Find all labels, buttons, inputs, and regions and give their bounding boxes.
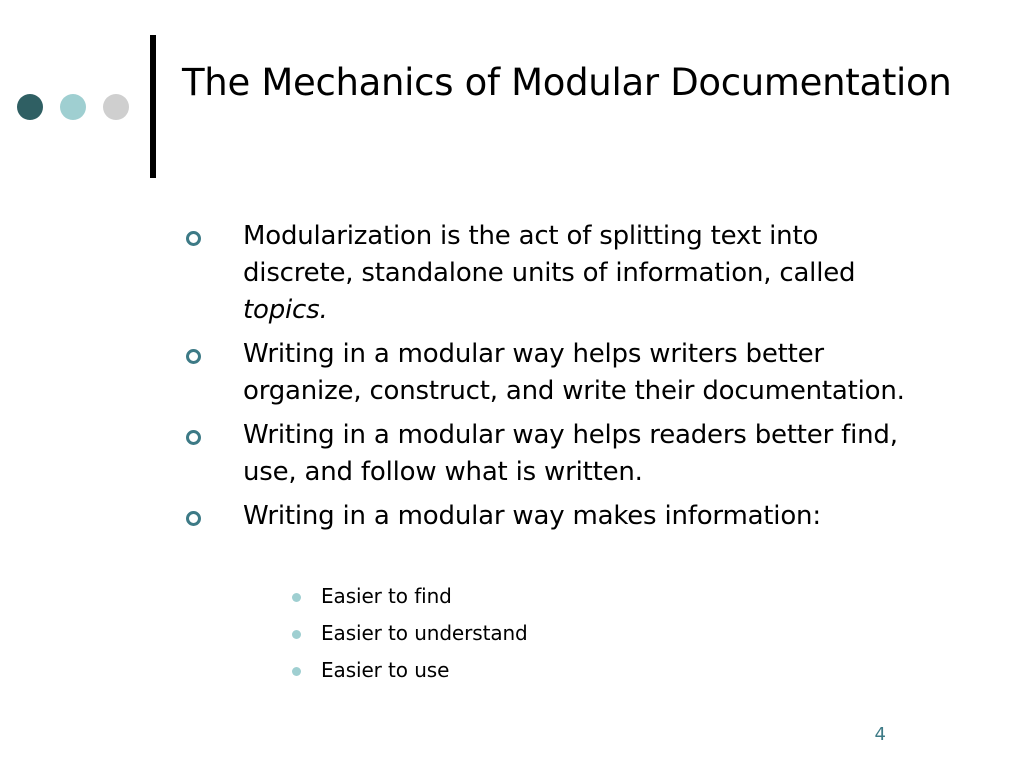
dot-bullet-icon: [292, 630, 301, 639]
bullet-text: Writing in a modular way makes information:: [243, 501, 821, 531]
sub-bullet-text: Easier to use: [321, 658, 450, 682]
bullet-item-writers: [182, 336, 922, 410]
ring-bullet-icon: [186, 349, 201, 364]
dot-bullet-icon: [292, 593, 301, 602]
bullet-emphasis: topics.: [243, 295, 328, 325]
ring-bullet-icon: [186, 511, 201, 526]
decorative-dot-light: [60, 94, 86, 120]
bullet-text: Writing in a modular way helps writers better organize, construct, and write their documentation.: [243, 339, 905, 406]
sub-bullet-item: [292, 652, 992, 689]
decorative-dot-dark: [17, 94, 43, 120]
slide-title: The Mechanics of Modular Documentation: [182, 61, 952, 104]
title-divider-bar: [150, 35, 156, 178]
sub-bullet-text: Easier to find: [321, 584, 452, 608]
sub-bullet-text: Easier to understand: [321, 621, 528, 645]
bullet-item-information: [182, 498, 922, 535]
bullet-text: Modularization is the act of splitting text into discrete, standalone units of information, called: [243, 221, 856, 288]
bullet-item-readers: [182, 417, 922, 491]
page-number: 4: [874, 724, 886, 745]
bullet-text: Writing in a modular way helps readers better find, use, and follow what is written.: [243, 420, 898, 487]
dot-bullet-icon: [292, 667, 301, 676]
bullet-list: [182, 218, 922, 542]
bullet-item-modularization: [182, 218, 922, 329]
decorative-dot-gray: [103, 94, 129, 120]
ring-bullet-icon: [186, 430, 201, 445]
sub-bullet-list: [182, 578, 992, 689]
sub-bullet-item: [292, 615, 992, 652]
sub-bullet-item: [292, 578, 992, 615]
ring-bullet-icon: [186, 231, 201, 246]
